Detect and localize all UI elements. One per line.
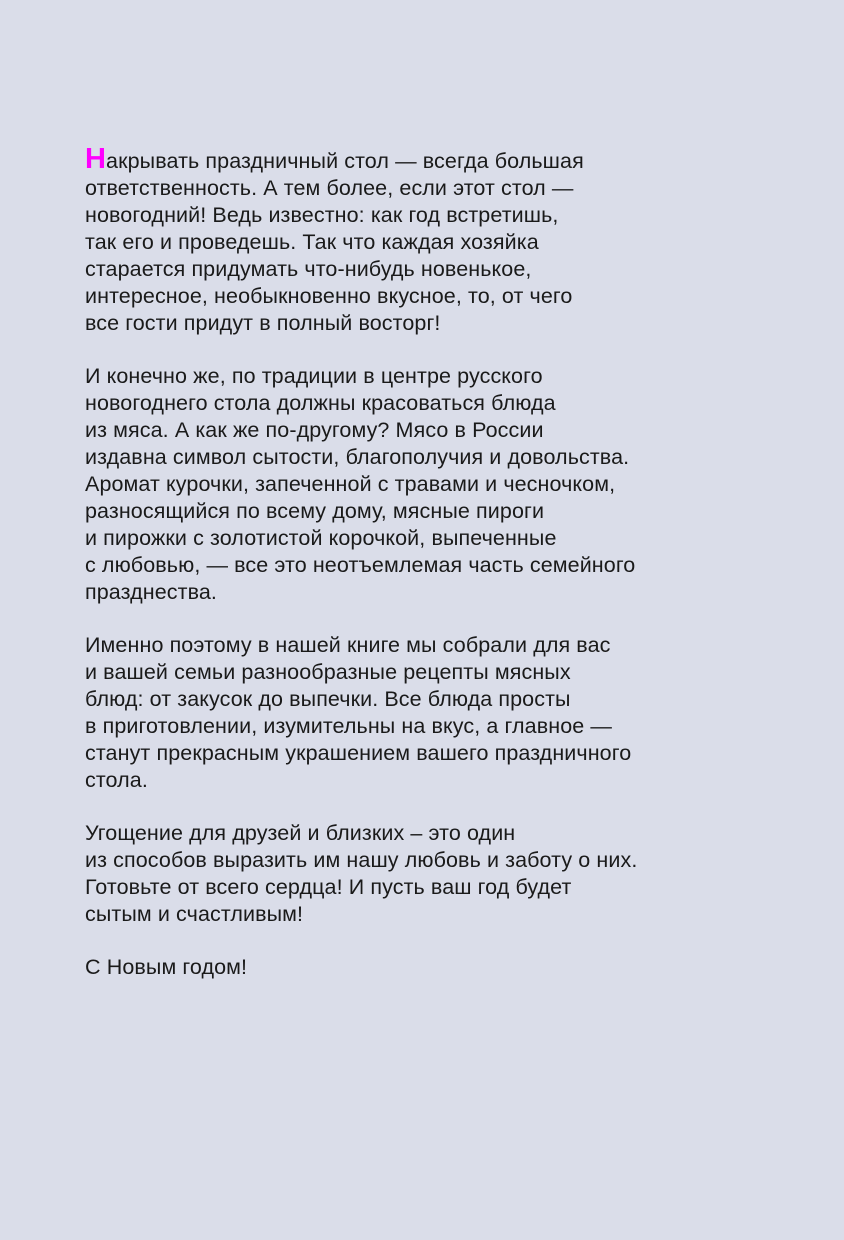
text-line	[85, 143, 815, 175]
text-line: разносящийся по всему дому, мясные пироги	[85, 499, 545, 523]
text-line: и вашей семьи разнообразные рецепты мясных	[85, 660, 571, 684]
text-line: и пирожки с золотистой корочкой, выпеченные	[85, 526, 557, 550]
text-line: в приготовлении, изумительны на вкус, а главное —	[85, 714, 612, 738]
text-line: интересное, необыкновенно вкусное, то, от чего	[85, 284, 573, 308]
text-line: празднества.	[85, 580, 217, 604]
drop-cap: Н	[85, 143, 107, 175]
text-line: Аромат курочки, запеченной с травами и чесночком,	[85, 472, 616, 496]
paragraph-treat	[85, 820, 815, 928]
text-line: с любовью, — все это неотъемлемая часть семейного	[85, 553, 636, 577]
text-line: издавна символ сытости, благополучия и довольства.	[85, 445, 630, 469]
text-line: ответственность. А тем более, если этот стол —	[85, 176, 574, 200]
text-line: из способов выразить им нашу любовь и заботу о них.	[85, 848, 638, 872]
text-line: блюд: от закусок до выпечки. Все блюда просты	[85, 687, 571, 711]
paragraph-intro	[85, 143, 815, 337]
text-line: новогодний! Ведь известно: как год встретишь,	[85, 203, 559, 227]
text-line: Именно поэтому в нашей книге мы собрали для вас	[85, 633, 611, 657]
text-line: стола.	[85, 768, 148, 792]
paragraph-book	[85, 632, 815, 794]
text-line: так его и проведешь. Так что каждая хозяйка	[85, 230, 539, 254]
paragraph-tradition	[85, 363, 815, 606]
text-line: С Новым годом!	[85, 955, 248, 979]
text-line: из мяса. А как же по-другому? Мясо в России	[85, 418, 544, 442]
text-line: все гости придут в полный восторг!	[85, 311, 441, 335]
text-line: сытым и счастливым!	[85, 902, 304, 926]
paragraph-greeting	[85, 954, 815, 981]
text-line: новогоднего стола должны красоваться блюда	[85, 391, 556, 415]
text-line: станут прекрасным украшением вашего праздничного	[85, 741, 632, 765]
text-line: старается придумать что-нибудь новенькое,	[85, 257, 532, 281]
document-page	[85, 143, 815, 1007]
text-line: И конечно же, по традиции в центре русского	[85, 364, 543, 388]
text-line: Готовьте от всего сердца! И пусть ваш год будет	[85, 875, 572, 899]
text-line-content: акрывать праздничный стол — всегда большая	[106, 149, 584, 173]
text-line: Угощение для друзей и близких – это один	[85, 821, 516, 845]
